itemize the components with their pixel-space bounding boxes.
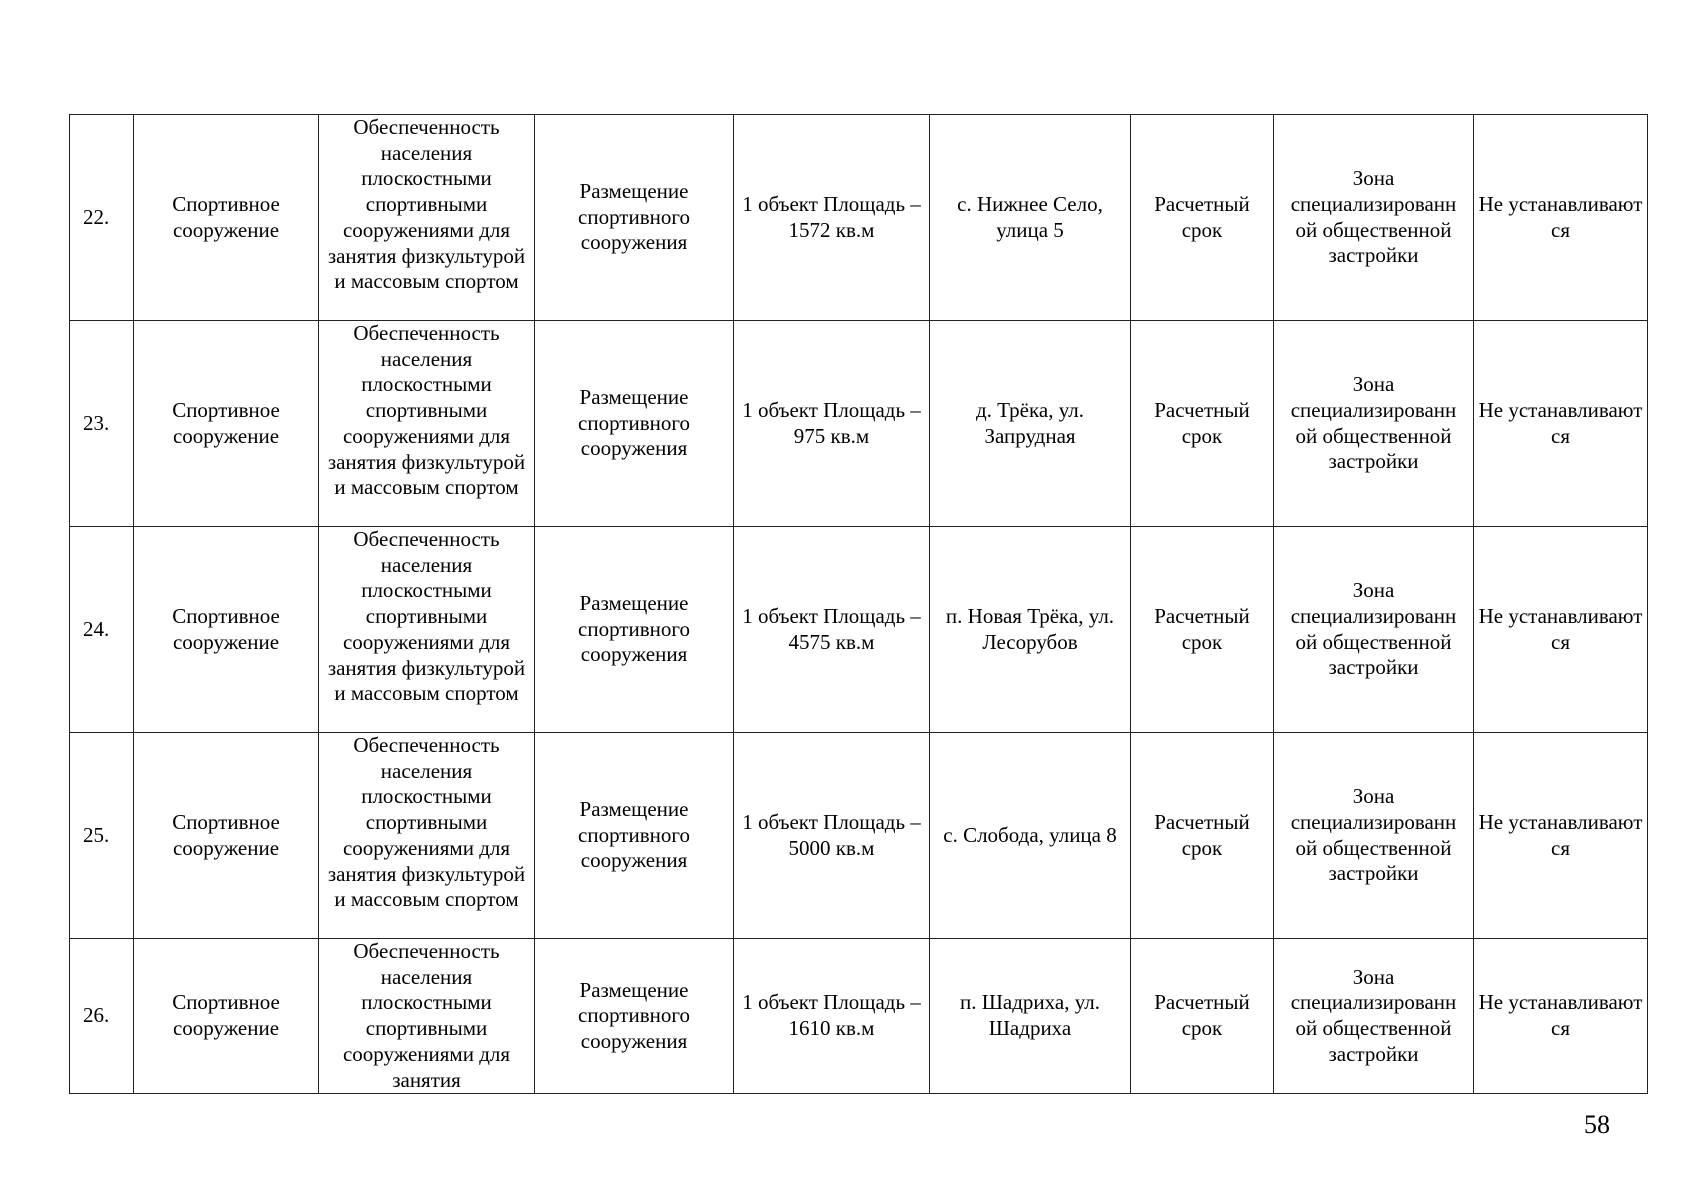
- table-row: [70, 527, 1648, 733]
- provision-cell: Обеспеченность населения плоскостными спортивными сооружениями для занятия физкультурой и массовым спортом: [319, 733, 535, 939]
- provision-cell: Обеспеченность населения плоскостными спортивными сооружениями для занятия физкультурой и массовым спортом: [319, 321, 535, 527]
- location-cell: с. Нижнее Село, улица 5: [930, 115, 1131, 321]
- restrictions-cell: Не устанавливают ся: [1474, 115, 1648, 321]
- zone-cell: Зона специализированн ой общественной застройки: [1274, 321, 1474, 527]
- capacity-cell: 1 объект Площадь – 5000 кв.м: [734, 733, 930, 939]
- capacity-cell: 1 объект Площадь – 1572 кв.м: [734, 115, 930, 321]
- table-row: [70, 939, 1648, 1094]
- purpose-cell: Размещение спортивного сооружения: [535, 527, 734, 733]
- row-number-cell: 23.: [70, 321, 134, 527]
- restrictions-cell: Не устанавливают ся: [1474, 939, 1648, 1094]
- zone-cell: Зона специализированн ой общественной застройки: [1274, 527, 1474, 733]
- restrictions-cell: Не устанавливают ся: [1474, 321, 1648, 527]
- row-number-cell: 25.: [70, 733, 134, 939]
- table-row: [70, 733, 1648, 939]
- row-number-cell: 24.: [70, 527, 134, 733]
- capacity-cell: 1 объект Площадь – 4575 кв.м: [734, 527, 930, 733]
- facilities-table: [69, 114, 1648, 1094]
- zone-cell: Зона специализированн ой общественной застройки: [1274, 733, 1474, 939]
- term-cell: Расчетный срок: [1131, 527, 1274, 733]
- term-cell: Расчетный срок: [1131, 939, 1274, 1094]
- provision-cell: Обеспеченность населения плоскостными спортивными сооружениями для занятия физкультурой и массовым спортом: [319, 115, 535, 321]
- object-cell: Спортивное сооружение: [134, 733, 319, 939]
- purpose-cell: Размещение спортивного сооружения: [535, 115, 734, 321]
- restrictions-cell: Не устанавливают ся: [1474, 733, 1648, 939]
- provision-cell: Обеспеченность населения плоскостными спортивными сооружениями для занятия физкультурой и массовым спортом: [319, 527, 535, 733]
- capacity-cell: 1 объект Площадь – 975 кв.м: [734, 321, 930, 527]
- page-number: 58: [1584, 1110, 1610, 1139]
- object-cell: Спортивное сооружение: [134, 321, 319, 527]
- location-cell: с. Слобода, улица 8: [930, 733, 1131, 939]
- object-cell: Спортивное сооружение: [134, 527, 319, 733]
- location-cell: п. Шадриха, ул. Шадриха: [930, 939, 1131, 1094]
- capacity-cell: 1 объект Площадь – 1610 кв.м: [734, 939, 930, 1094]
- object-cell: Спортивное сооружение: [134, 939, 319, 1094]
- term-cell: Расчетный срок: [1131, 115, 1274, 321]
- term-cell: Расчетный срок: [1131, 733, 1274, 939]
- zone-cell: Зона специализированн ой общественной застройки: [1274, 939, 1474, 1094]
- object-cell: Спортивное сооружение: [134, 115, 319, 321]
- purpose-cell: Размещение спортивного сооружения: [535, 321, 734, 527]
- location-cell: п. Новая Трёка, ул. Лесорубов: [930, 527, 1131, 733]
- term-cell: Расчетный срок: [1131, 321, 1274, 527]
- purpose-cell: Размещение спортивного сооружения: [535, 733, 734, 939]
- row-number-cell: 26.: [70, 939, 134, 1094]
- table-row: [70, 115, 1648, 321]
- table-row: [70, 321, 1648, 527]
- zone-cell: Зона специализированн ой общественной застройки: [1274, 115, 1474, 321]
- purpose-cell: Размещение спортивного сооружения: [535, 939, 734, 1094]
- provision-cell: Обеспеченность населения плоскостными спортивными сооружениями для занятия: [319, 939, 535, 1094]
- location-cell: д. Трёка, ул. Запрудная: [930, 321, 1131, 527]
- row-number-cell: 22.: [70, 115, 134, 321]
- restrictions-cell: Не устанавливают ся: [1474, 527, 1648, 733]
